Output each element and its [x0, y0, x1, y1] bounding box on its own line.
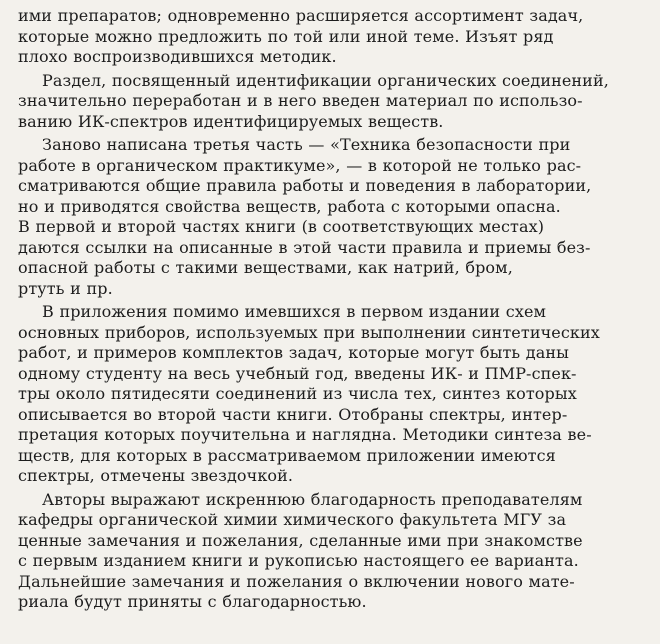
text-line: но и приводятся свойства веществ, работа с которыми опасна. — [18, 196, 561, 216]
text-line: В первой и второй частях книги (в соответствующих местах) — [18, 217, 545, 236]
text-line: ценные замечания и пожелания, сделанные ими при знакомстве — [18, 530, 583, 550]
text-line: основных приборов, используемых при выполнении синтетических — [18, 322, 600, 342]
paragraph-3 — [18, 135, 644, 299]
text-line: работе в органическом практикуме», — в которой не только рас- — [18, 155, 582, 175]
paragraph-2 — [18, 71, 644, 133]
text-line: Заново написана третья часть — «Техника безопасности при — [42, 135, 571, 154]
text-line: значительно переработан и в него введен материал по использо- — [18, 91, 583, 110]
text-line: Дальнейшие замечания и пожелания о включении нового мате- — [18, 571, 575, 591]
text-line: Раздел, посвященный идентификации органических соединений, — [42, 70, 609, 90]
paragraph-1 — [18, 6, 644, 68]
text-line: ществ, для которых в рассматриваемом приложении имеются — [18, 445, 556, 465]
text-line: ванию ИК-спектров идентифицируемых веществ. — [18, 111, 444, 131]
text-line: риала будут приняты с благодарностью. — [18, 592, 367, 611]
text-line: плохо воспроизводившихся методик. — [18, 47, 337, 66]
text-line: претация которых поучительна и наглядна. Методики синтеза ве- — [18, 425, 592, 444]
text-line: работ, и примеров комплектов задач, которые могут быть даны — [18, 343, 569, 362]
text-line: В приложения помимо имевшихся в первом издании схем — [42, 302, 547, 321]
text-line: сматриваются общие правила работы и поведения в лаборатории, — [18, 176, 592, 195]
text-line: ими препаратов; одновременно расширяется ассортимент задач, — [18, 6, 584, 25]
text-line: опасной работы с такими веществами, как натрий, бром, — [18, 258, 513, 277]
text-line: спектры, отмечены звездочкой. — [18, 466, 294, 485]
text-line: описывается во второй части книги. Отобраны спектры, интер- — [18, 404, 568, 424]
text-line: Авторы выражают искреннюю благодарность преподавателям — [42, 489, 583, 509]
paragraph-5 — [18, 490, 644, 613]
text-line: которые можно предложить по той или иной теме. Изъят ряд — [18, 26, 554, 46]
text-line: с первым изданием книги и рукописью настоящего ее варианта. — [18, 551, 579, 570]
text-line: даются ссылки на описанные в этой части правила и приемы без- — [18, 237, 591, 257]
paragraph-4 — [18, 302, 644, 487]
text-line: тры около пятидесяти соединений из числа тех, синтез которых — [18, 384, 577, 403]
text-line: одному студенту на весь учебный год, введены ИК- и ПМР-спек- — [18, 363, 577, 383]
text-line: кафедры органической химии химического факультета МГУ за — [18, 510, 567, 529]
text-line: ртуть и пр. — [18, 278, 113, 298]
